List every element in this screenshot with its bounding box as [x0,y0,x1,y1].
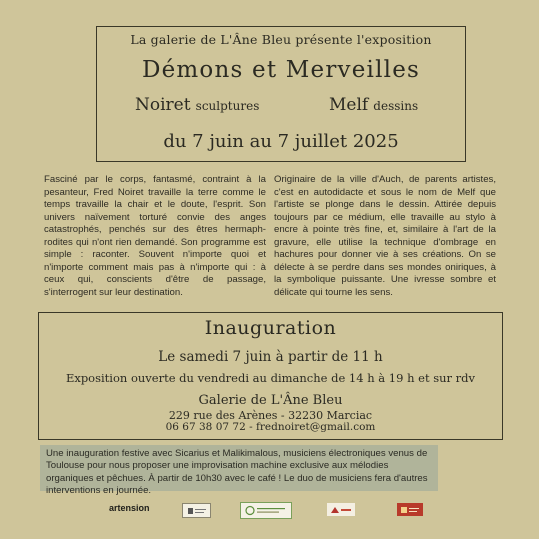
bio-noiret: Fasciné par le corps, fantasmé, contraint à la pesanteur, Fred Noiret travaille la terre comme le temps travaille la chair et le doute, l'esprit. Son univers naïvement torturé convie des anges catastrophés, penchés sur des êtres hermaph-rodites qui n'ont rien demandé. Son programme est simple : raconter. Souvent n'importe quoi et n'importe comment mais pas à n'importe qui : à ceux qui, conscients d'être de passage, s'interrogent sur leur destination. [44,174,266,298]
artist-role: dessins [373,99,419,113]
header-frame [96,26,466,162]
gallery-address: 229 rue des Arènes - 32230 Marciac [168,409,373,422]
artist-name: Noiret [135,95,191,115]
bio-melf: Originaire de la ville d'Auch, de parents artistes, c'est en autodidacte et sous le nom de Melf que l'artiste se plonge dans le dessin. Attirée depuis toujours par ce médium, elle travaille au stylo à encre à pointe très fine, et, similaire à l'art de la gravure, elle utilise la technique d'ombrage en hachures pour donner vie à ses créations. On se délecte à se perdre dans ses mondes oniriques, à la symbolique puissante. Une ivresse sombre et délicate qui tourne les sens. [274,174,496,298]
inauguration-title: Inauguration [204,317,337,339]
artist-role: sculptures [195,99,260,113]
gallery-name: Galerie de L'Âne Bleu [198,393,343,408]
sponsor-logo-icon [182,503,211,518]
sponsor-logos [0,500,539,520]
exhibition-dates: du 7 juin au 7 juillet 2025 [163,131,399,152]
exhibition-title: Démons et Merveilles [141,57,421,83]
inauguration-frame [38,312,503,440]
artist-noiret [135,95,259,115]
presents-line: La galerie de L'Âne Bleu présente l'exposition [130,32,432,47]
gallery-contact: 06 67 38 07 72 - frednoiret@gmail.com [165,421,376,433]
sponsor-logo-icon [327,503,355,516]
artension-logo: artension [109,503,150,513]
artist-melf [329,95,418,115]
inauguration-date: Le samedi 7 juin à partir de 11 h [158,349,383,365]
artist-name: Melf [329,95,369,115]
opening-hours: Exposition ouverte du vendredi au dimanche de 14 h à 19 h et sur rdv [65,371,476,385]
sponsor-logo-icon [240,502,292,519]
sponsor-logo-icon [397,503,423,516]
festive-note: Une inauguration festive avec Sicarius et Malikimalous, musiciens électroniques venus de Toulouse pour nous proposer une improvisation machine exclusive aux mélodies organiques et pêchues. À partir de 10h30 avec le café ! Le duo de musiciens fera d'autres interventions en journée. [40,445,438,491]
